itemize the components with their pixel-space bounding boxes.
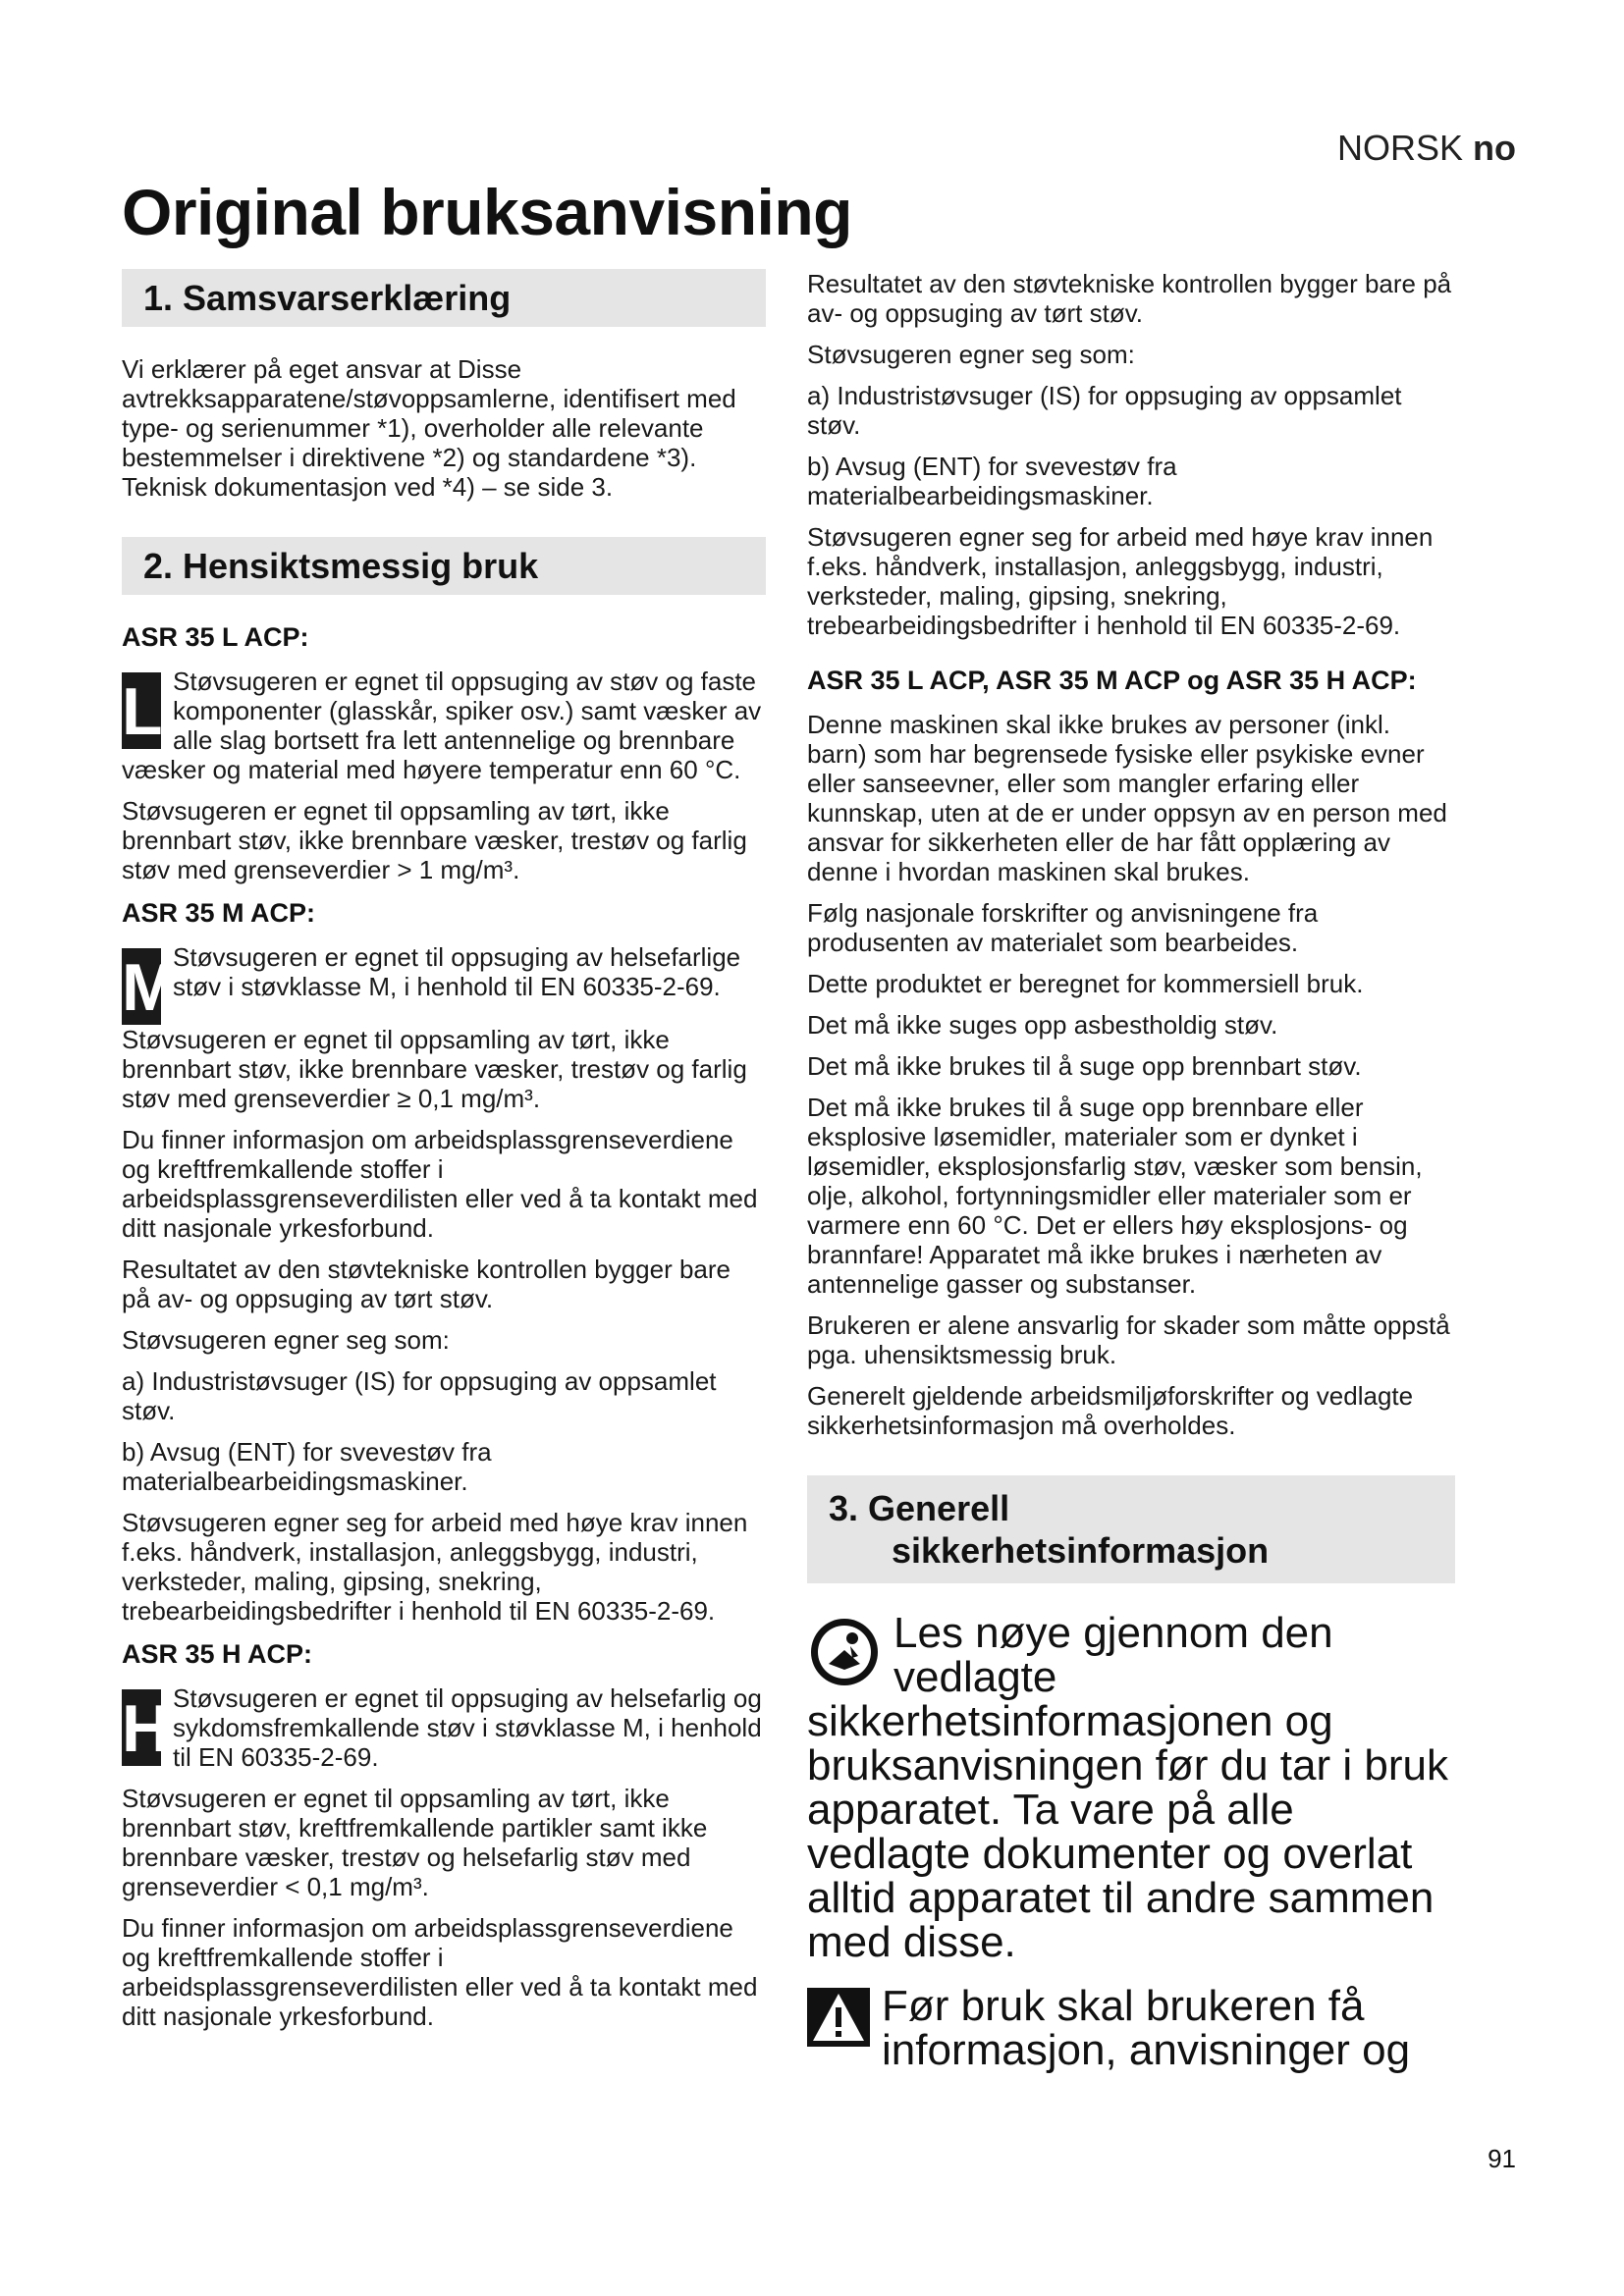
language-code: no [1473, 128, 1516, 168]
model-m-heading: ASR 35 M ACP: [122, 898, 316, 929]
section-1-title: Samsvarserklæring [183, 278, 512, 318]
model-h-text-4: Resultatet av den støvtekniske kontrollen bygger bare på av- og oppsuging av tørt støv. [807, 269, 1452, 328]
section-3-title-line1: Generell [868, 1488, 1010, 1528]
dust-class-h-icon: H [122, 1691, 171, 1767]
model-h-text-5: Støvsugeren egner seg som: [807, 340, 1135, 369]
model-h-text-1: Støvsugeren er egnet til oppsuging av helsefarlig og sykdomsfremkallende støv i støvklasse M, i henhold til EN 60335-2-69. [173, 1683, 762, 1773]
all-models-text-5: Det må ikke brukes til å suge opp brennbart støv. [807, 1051, 1362, 1081]
page-title: Original bruksanvisning [122, 176, 852, 248]
section-2-number: 2. [143, 546, 174, 587]
section-3-title-line2: sikkerhetsinformasjon [892, 1530, 1270, 1572]
read-manual-text: Les nøye gjennom den vedlagte sikkerhetsinformasjonen og bruksanvisningen før du tar i bruk apparatet. Ta vare på alle vedlagte dokumenter og overlat alltid apparatet til andre sammen med disse. [807, 1609, 1448, 1967]
warning-text: Før bruk skal brukeren få informasjon, anvisninger og [882, 1982, 1411, 2075]
all-models-text-4: Det må ikke suges opp asbestholdig støv. [807, 1010, 1278, 1040]
dust-class-m-icon: M [122, 950, 178, 1026]
model-h-text-6: a) Industristøvsuger (IS) for oppsuging av oppsamlet støv. [807, 381, 1402, 440]
model-m-text-7: b) Avsug (ENT) for svevestøv fra materialbearbeidingsmaskiner. [122, 1437, 492, 1497]
left-column [122, 269, 766, 2043]
read-manual-notice [807, 1609, 1455, 1967]
model-m-text-4: Resultatet av den støvtekniske kontrollen bygger bare på av- og oppsuging av tørt støv. [122, 1255, 731, 1314]
all-models-text-2: Følg nasjonale forskrifter og anvisningene fra produsenten av materialet som bearbeides. [807, 898, 1319, 957]
all-models-text-6: Det må ikke brukes til å suge opp brennbare eller eksplosive løsemidler, materialer som er dynket i løsemidler, eksplosjonsfarlig støv, væsker som bensin, olje, alkohol, fortynningsmidler eller materialer som er varmere enn 60 °C. Det er ellers høy eksplosjons- og brannfare! Apparatet må ikke brukes i nærheten av antennelige gasser og substanser. [807, 1093, 1423, 1299]
model-h-text-2: Støvsugeren er egnet til oppsamling av tørt, ikke brennbart støv, kreftfremkallende partikler samt ikke brennbare væsker, trestøv og helsefarlig støv med grenseverdier < 0,1 mg/m³. [122, 1784, 708, 1902]
read-manual-icon [807, 1615, 882, 1694]
dust-class-l-icon: L [122, 674, 163, 750]
model-h-heading: ASR 35 H ACP: [122, 1639, 313, 1670]
model-l-text-2: Støvsugeren er egnet til oppsamling av tørt, ikke brennbart støv, ikke brennbare væsker, trestøv og farlig støv med grenseverdier > 1 mg/m³. [122, 796, 747, 885]
model-m-text-5: Støvsugeren egner seg som: [122, 1325, 450, 1356]
section-1-heading [122, 269, 766, 327]
model-l-heading: ASR 35 L ACP: [122, 622, 309, 653]
model-m-text-3: Du finner informasjon om arbeidsplassgrenseverdiene og kreftfremkallende stoffer i arbeidsplassgrenseverdilisten eller ved å ta kontakt med ditt nasjonale yrkesforbund. [122, 1125, 758, 1244]
model-m-text-8: Støvsugeren egner seg for arbeid med høye krav innen f.eks. håndverk, installasjon, anleggsbygg, industri, verksteder, maling, gipsing, snekring, trebearbeidingsbedrifter i henhold til EN 60335-2-69. [122, 1508, 748, 1627]
model-l-text-1: Støvsugeren er egnet til oppsuging av støv og faste komponenter (glasskår, spiker osv.) samt væsker av alle slag bortsett fra lett antennelige og brennbare væsker og material med høyere temperatur enn 60 °C. [122, 667, 762, 785]
section-3-heading [807, 1475, 1455, 1583]
model-h-text-7: b) Avsug (ENT) for svevestøv fra materialbearbeidingsmaskiner. [807, 452, 1177, 510]
right-column [807, 269, 1455, 2092]
model-m-text-6: a) Industristøvsuger (IS) for oppsuging av oppsamlet støv. [122, 1366, 717, 1426]
all-models-text-1: Denne maskinen skal ikke brukes av personer (inkl. barn) som har begrensede fysiske eller psykiske evner eller sanseevner, eller som mangler erfaring eller kunnskap, uten at de er under oppsyn av en person med ansvar for sikkerheten eller de har fått opplæring av denne i hvordan maskinen skal brukes. [807, 710, 1447, 886]
section-2-title: Hensiktsmessig bruk [183, 546, 539, 587]
language-label: NORSK [1336, 128, 1463, 168]
page-number: 91 [1488, 2144, 1516, 2173]
warning-notice [807, 1982, 1455, 2075]
all-models-text-7: Brukeren er alene ansvarlig for skader som måtte oppstå pga. uhensiktsmessig bruk. [807, 1310, 1450, 1369]
all-models-text-8: Generelt gjeldende arbeidsmiljøforskrifter og vedlagte sikkerhetsinformasjon må overholdes. [807, 1381, 1414, 1440]
section-2-heading [122, 537, 766, 595]
declaration-text: Vi erklærer på eget ansvar at Disse avtrekksapparatene/støvoppsamlerne, identifisert med type- og serienummer *1), overholder alle relevante bestemmelser i direktivene *2) og standardene *3). Teknisk dokumentasjon ved *4) – se side 3. [122, 354, 736, 503]
section-3-number: 3. [829, 1488, 859, 1528]
warning-icon [807, 1988, 870, 2052]
language-indicator [1337, 128, 1516, 169]
model-h-text-3: Du finner informasjon om arbeidsplassgrenseverdiene og kreftfremkallende stoffer i arbeidsplassgrenseverdilisten eller ved å ta kontakt med ditt nasjonale yrkesforbund. [122, 1913, 758, 2032]
section-1-number: 1. [143, 278, 174, 318]
all-models-text-3: Dette produktet er beregnet for kommersiell bruk. [807, 969, 1364, 998]
model-h-text-8: Støvsugeren egner seg for arbeid med høye krav innen f.eks. håndverk, installasjon, anleggsbygg, industri, verksteder, maling, gipsing, snekring, trebearbeidingsbedrifter i henhold til EN 60335-2-69. [807, 522, 1434, 640]
all-models-heading: ASR 35 L ACP, ASR 35 M ACP og ASR 35 H ACP: [807, 666, 1417, 695]
model-m-text-1: Støvsugeren er egnet til oppsuging av helsefarlige støv i støvklasse M, i henhold til EN 60335-2-69. [173, 942, 741, 1002]
model-m-text-2: Støvsugeren er egnet til oppsamling av tørt, ikke brennbart støv, ikke brennbare væsker, trestøv og farlig støv med grenseverdier ≥ 0,1 mg/m³. [122, 1025, 747, 1114]
